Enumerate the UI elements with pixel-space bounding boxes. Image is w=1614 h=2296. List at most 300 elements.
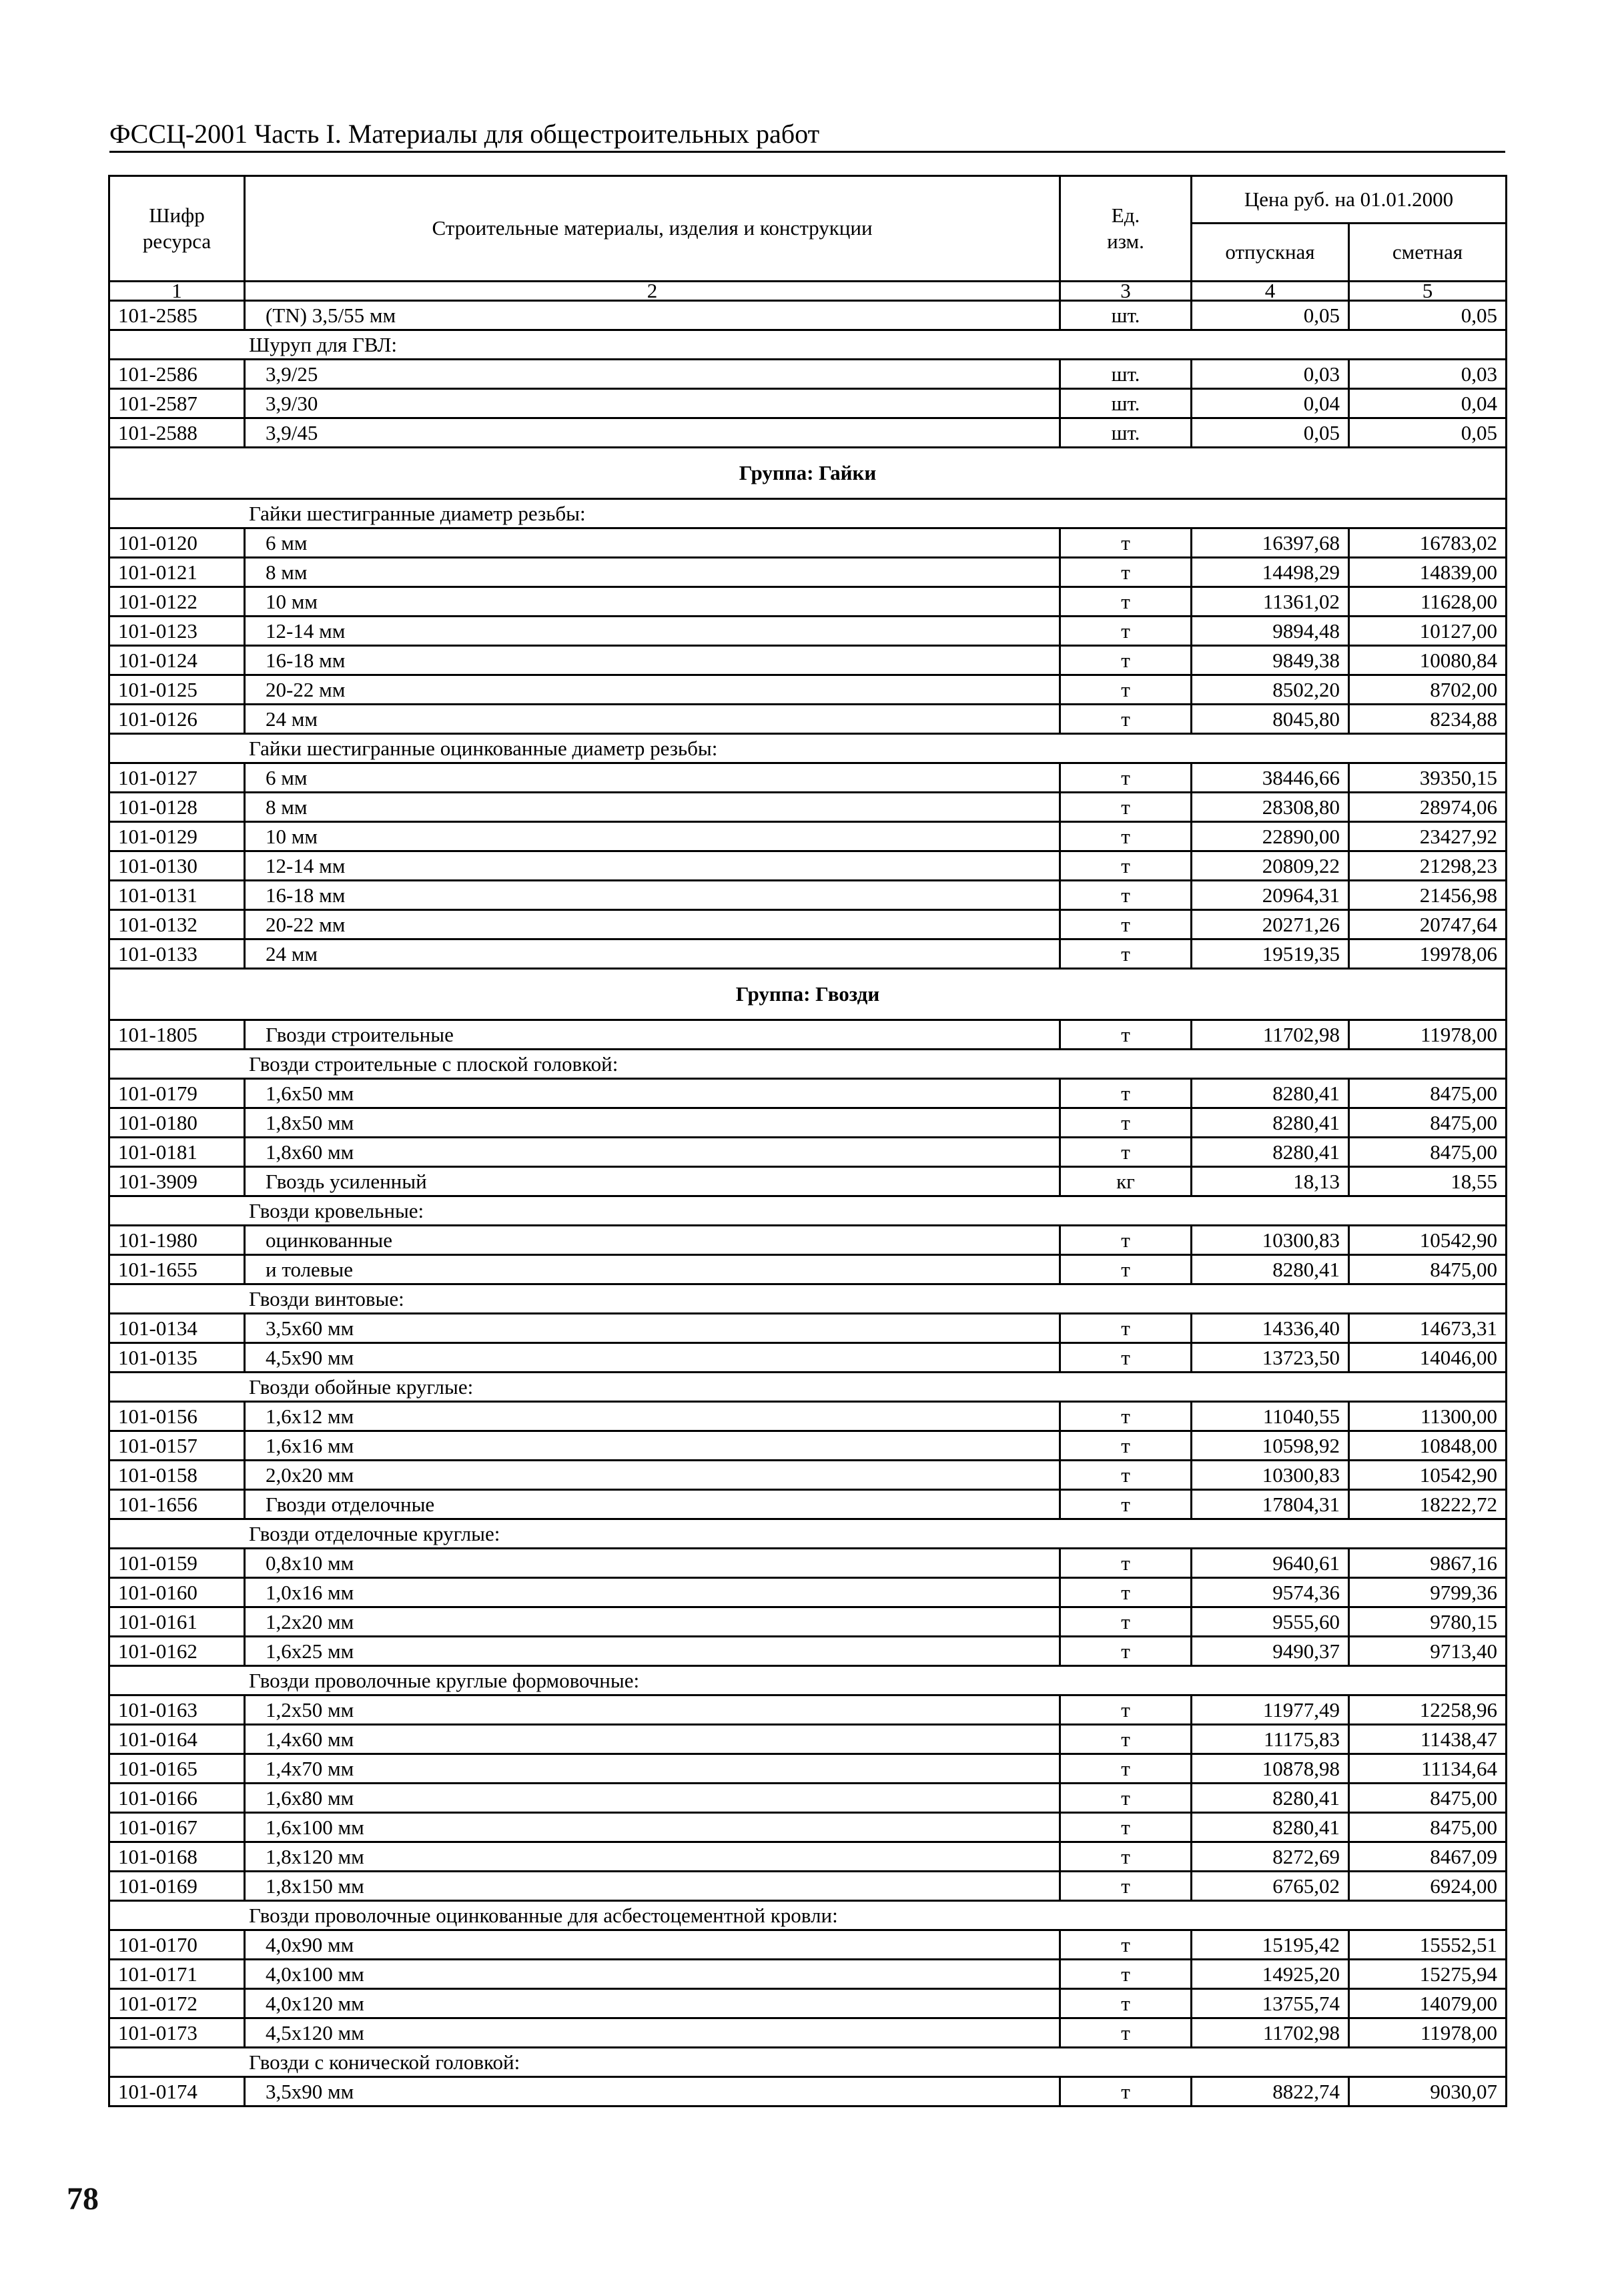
estimate-price: 9780,15: [1349, 1607, 1507, 1637]
material-name: Гвозди отделочные: [245, 1490, 1060, 1519]
subgroup-row: [109, 734, 1507, 763]
subgroup-title: Шуруп для ГВЛ:: [109, 330, 1507, 360]
resource-code: 101-0127: [109, 763, 245, 793]
unit-of-measure: шт.: [1060, 301, 1192, 330]
table-row: [109, 939, 1507, 969]
resource-code: 101-0165: [109, 1754, 245, 1784]
table-row: [109, 389, 1507, 418]
estimate-price: 8475,00: [1349, 1108, 1507, 1138]
subgroup-title: Гвозди винтовые:: [109, 1284, 1507, 1314]
estimate-price: 6924,00: [1349, 1872, 1507, 1901]
estimate-price: 21298,23: [1349, 851, 1507, 881]
release-price: 11702,98: [1192, 1020, 1349, 1050]
resource-code: 101-2585: [109, 301, 245, 330]
release-price: 9849,38: [1192, 646, 1349, 675]
unit-of-measure: т: [1060, 617, 1192, 646]
estimate-price: 12258,96: [1349, 1695, 1507, 1725]
material-name: 16-18 мм: [245, 646, 1060, 675]
estimate-price: 18222,72: [1349, 1490, 1507, 1519]
release-price: 15195,42: [1192, 1930, 1349, 1960]
table-row: [109, 2077, 1507, 2107]
release-price: 11702,98: [1192, 2018, 1349, 2048]
resource-code: 101-2587: [109, 389, 245, 418]
table-row: [109, 1167, 1507, 1196]
unit-of-measure: т: [1060, 675, 1192, 705]
unit-of-measure: т: [1060, 881, 1192, 910]
table-row: [109, 1754, 1507, 1784]
estimate-price: 0,03: [1349, 360, 1507, 389]
estimate-price: 11300,00: [1349, 1402, 1507, 1431]
material-name: 4,0х90 мм: [245, 1930, 1060, 1960]
table-row: [109, 793, 1507, 822]
unit-of-measure: т: [1060, 822, 1192, 851]
resource-code: 101-0156: [109, 1402, 245, 1431]
material-name: 1,6х50 мм: [245, 1079, 1060, 1108]
resource-code: 101-0133: [109, 939, 245, 969]
unit-of-measure: т: [1060, 528, 1192, 558]
resource-code: 101-2588: [109, 418, 245, 448]
subgroup-row: [109, 1373, 1507, 1402]
table-row: [109, 1079, 1507, 1108]
estimate-price: 10848,00: [1349, 1431, 1507, 1461]
material-name: 10 мм: [245, 587, 1060, 617]
estimate-price: 11438,47: [1349, 1725, 1507, 1754]
estimate-price: 8475,00: [1349, 1813, 1507, 1842]
release-price: 11361,02: [1192, 587, 1349, 617]
release-price: 19519,35: [1192, 939, 1349, 969]
running-head-title: ФССЦ-2001 Часть I. Материалы для общестроительных работ: [109, 116, 1505, 153]
table-row: [109, 1402, 1507, 1431]
subgroup-row: [109, 1284, 1507, 1314]
resource-code: 101-0121: [109, 558, 245, 587]
unit-of-measure: кг: [1060, 1167, 1192, 1196]
material-name: 12-14 мм: [245, 851, 1060, 881]
unit-of-measure: т: [1060, 793, 1192, 822]
release-price: 8822,74: [1192, 2077, 1349, 2107]
material-name: 2,0х20 мм: [245, 1461, 1060, 1490]
estimate-price: 8475,00: [1349, 1784, 1507, 1813]
estimate-price: 9867,16: [1349, 1549, 1507, 1578]
release-price: 8272,69: [1192, 1842, 1349, 1872]
resource-code: 101-0157: [109, 1431, 245, 1461]
material-name: 6 мм: [245, 763, 1060, 793]
table-row: [109, 1255, 1507, 1284]
unit-of-measure: т: [1060, 1725, 1192, 1754]
unit-of-measure: т: [1060, 1960, 1192, 1989]
unit-of-measure: шт.: [1060, 418, 1192, 448]
group-title: Группа: Гайки: [109, 448, 1507, 499]
release-price: 10878,98: [1192, 1754, 1349, 1784]
table-row: [109, 528, 1507, 558]
table-row: [109, 301, 1507, 330]
group-row: [109, 448, 1507, 499]
resource-code: 101-0159: [109, 1549, 245, 1578]
release-price: 0,04: [1192, 389, 1349, 418]
release-price: 9555,60: [1192, 1607, 1349, 1637]
table-row: [109, 1343, 1507, 1373]
unit-of-measure: т: [1060, 1930, 1192, 1960]
material-name: 4,5х120 мм: [245, 2018, 1060, 2048]
estimate-price: 14079,00: [1349, 1989, 1507, 2018]
material-name: 20-22 мм: [245, 910, 1060, 939]
estimate-price: 10127,00: [1349, 617, 1507, 646]
resource-code: 101-0167: [109, 1813, 245, 1842]
release-price: 14925,20: [1192, 1960, 1349, 1989]
table-row: [109, 1314, 1507, 1343]
estimate-price: 9713,40: [1349, 1637, 1507, 1666]
column-number: 5: [1349, 282, 1507, 301]
release-price: 8280,41: [1192, 1784, 1349, 1813]
header-release-price: отпускная: [1192, 224, 1349, 282]
table-row: [109, 1578, 1507, 1607]
material-name: Гвоздь усиленный: [245, 1167, 1060, 1196]
release-price: 20964,31: [1192, 881, 1349, 910]
estimate-price: 8234,88: [1349, 705, 1507, 734]
estimate-price: 0,04: [1349, 389, 1507, 418]
material-name: 0,8х10 мм: [245, 1549, 1060, 1578]
material-name: 1,6х12 мм: [245, 1402, 1060, 1431]
unit-of-measure: т: [1060, 1637, 1192, 1666]
release-price: 8280,41: [1192, 1108, 1349, 1138]
resource-code: 101-0135: [109, 1343, 245, 1373]
header-estimate-price: сметная: [1349, 224, 1507, 282]
material-name: 1,2х20 мм: [245, 1607, 1060, 1637]
table-row: [109, 1842, 1507, 1872]
material-name: 1,6х16 мм: [245, 1431, 1060, 1461]
material-name: 1,2х50 мм: [245, 1695, 1060, 1725]
unit-of-measure: т: [1060, 1549, 1192, 1578]
table-row: [109, 1226, 1507, 1255]
table-row: [109, 1431, 1507, 1461]
subgroup-title: Гвозди проволочные оцинкованные для асбестоцементной кровли:: [109, 1901, 1507, 1930]
estimate-price: 28974,06: [1349, 793, 1507, 822]
column-number: 4: [1192, 282, 1349, 301]
subgroup-title: Гвозди проволочные круглые формовочные:: [109, 1666, 1507, 1695]
resource-code: 101-0169: [109, 1872, 245, 1901]
release-price: 11175,83: [1192, 1725, 1349, 1754]
unit-of-measure: т: [1060, 1872, 1192, 1901]
table-row: [109, 1607, 1507, 1637]
subgroup-title: Гвозди с конической головкой:: [109, 2048, 1507, 2077]
resource-code: 101-0126: [109, 705, 245, 734]
release-price: 14336,40: [1192, 1314, 1349, 1343]
material-name: 1,6х100 мм: [245, 1813, 1060, 1842]
unit-of-measure: т: [1060, 1784, 1192, 1813]
release-price: 8280,41: [1192, 1138, 1349, 1167]
release-price: 20271,26: [1192, 910, 1349, 939]
resource-code: 101-0163: [109, 1695, 245, 1725]
resource-code: 101-0171: [109, 1960, 245, 1989]
group-title: Группа: Гвозди: [109, 969, 1507, 1020]
estimate-price: 10542,90: [1349, 1461, 1507, 1490]
table-row: [109, 881, 1507, 910]
release-price: 9490,37: [1192, 1637, 1349, 1666]
unit-of-measure: т: [1060, 1578, 1192, 1607]
resource-code: 101-0122: [109, 587, 245, 617]
resource-code: 101-0174: [109, 2077, 245, 2107]
resource-code: 101-0160: [109, 1578, 245, 1607]
release-price: 10300,83: [1192, 1461, 1349, 1490]
subgroup-row: [109, 2048, 1507, 2077]
unit-of-measure: т: [1060, 910, 1192, 939]
material-name: 3,9/25: [245, 360, 1060, 389]
resource-code: 101-0172: [109, 1989, 245, 2018]
release-price: 6765,02: [1192, 1872, 1349, 1901]
table-row: [109, 675, 1507, 705]
estimate-price: 11628,00: [1349, 587, 1507, 617]
column-number: 3: [1060, 282, 1192, 301]
release-price: 28308,80: [1192, 793, 1349, 822]
material-name: 1,8х150 мм: [245, 1872, 1060, 1901]
resource-code: 101-0131: [109, 881, 245, 910]
header-price-group: Цена руб. на 01.01.2000: [1192, 176, 1507, 224]
estimate-price: 14046,00: [1349, 1343, 1507, 1373]
estimate-price: 18,55: [1349, 1167, 1507, 1196]
unit-of-measure: т: [1060, 1138, 1192, 1167]
material-name: 3,9/30: [245, 389, 1060, 418]
release-price: 8280,41: [1192, 1079, 1349, 1108]
column-number: 2: [245, 282, 1060, 301]
table-body: [109, 301, 1507, 2107]
material-name: Гвозди строительные: [245, 1020, 1060, 1050]
subgroup-title: Гайки шестигранные оцинкованные диаметр резьбы:: [109, 734, 1507, 763]
resource-code: 101-0164: [109, 1725, 245, 1754]
material-name: 1,6х25 мм: [245, 1637, 1060, 1666]
table-row: [109, 2018, 1507, 2048]
header-name: Строительные материалы, изделия и конструкции: [245, 176, 1060, 282]
release-price: 13723,50: [1192, 1343, 1349, 1373]
table-row: [109, 705, 1507, 734]
resource-code: 101-0173: [109, 2018, 245, 2048]
estimate-price: 39350,15: [1349, 763, 1507, 793]
resource-code: 101-0180: [109, 1108, 245, 1138]
table-row: [109, 763, 1507, 793]
table-row: [109, 910, 1507, 939]
table-row: [109, 1461, 1507, 1490]
subgroup-row: [109, 1196, 1507, 1226]
release-price: 9640,61: [1192, 1549, 1349, 1578]
unit-of-measure: т: [1060, 1079, 1192, 1108]
estimate-price: 23427,92: [1349, 822, 1507, 851]
release-price: 0,05: [1192, 301, 1349, 330]
table-row: [109, 1020, 1507, 1050]
unit-of-measure: т: [1060, 1431, 1192, 1461]
resource-code: 101-0128: [109, 793, 245, 822]
estimate-price: 16783,02: [1349, 528, 1507, 558]
estimate-price: 8475,00: [1349, 1079, 1507, 1108]
release-price: 8045,80: [1192, 705, 1349, 734]
material-name: (TN) 3,5/55 мм: [245, 301, 1060, 330]
estimate-price: 8475,00: [1349, 1138, 1507, 1167]
estimate-price: 9030,07: [1349, 2077, 1507, 2107]
table-row: [109, 1637, 1507, 1666]
table-row: [109, 1138, 1507, 1167]
unit-of-measure: т: [1060, 2077, 1192, 2107]
resource-code: 101-0132: [109, 910, 245, 939]
estimate-price: 19978,06: [1349, 939, 1507, 969]
table-row: [109, 587, 1507, 617]
unit-of-measure: шт.: [1060, 389, 1192, 418]
subgroup-row: [109, 499, 1507, 528]
unit-of-measure: т: [1060, 763, 1192, 793]
release-price: 8502,20: [1192, 675, 1349, 705]
release-price: 38446,66: [1192, 763, 1349, 793]
material-name: 24 мм: [245, 939, 1060, 969]
table-row: [109, 851, 1507, 881]
material-name: 3,5х90 мм: [245, 2077, 1060, 2107]
table-row: [109, 1108, 1507, 1138]
material-name: 4,0х120 мм: [245, 1989, 1060, 2018]
subgroup-title: Гвозди обойные круглые:: [109, 1373, 1507, 1402]
unit-of-measure: т: [1060, 558, 1192, 587]
table-row: [109, 1784, 1507, 1813]
resource-code: 101-0168: [109, 1842, 245, 1872]
release-price: 10300,83: [1192, 1226, 1349, 1255]
table-row: [109, 1960, 1507, 1989]
unit-of-measure: т: [1060, 1461, 1192, 1490]
estimate-price: 9799,36: [1349, 1578, 1507, 1607]
material-name: 12-14 мм: [245, 617, 1060, 646]
unit-of-measure: т: [1060, 646, 1192, 675]
release-price: 18,13: [1192, 1167, 1349, 1196]
subgroup-title: Гвозди строительные с плоской головкой:: [109, 1050, 1507, 1079]
material-name: 3,9/45: [245, 418, 1060, 448]
release-price: 17804,31: [1192, 1490, 1349, 1519]
release-price: 0,03: [1192, 360, 1349, 389]
release-price: 8280,41: [1192, 1255, 1349, 1284]
resource-code: 101-0162: [109, 1637, 245, 1666]
subgroup-row: [109, 1666, 1507, 1695]
resource-code: 101-0181: [109, 1138, 245, 1167]
unit-of-measure: т: [1060, 2018, 1192, 2048]
subgroup-row: [109, 1519, 1507, 1549]
table-row: [109, 1725, 1507, 1754]
estimate-price: 14673,31: [1349, 1314, 1507, 1343]
resource-code: 101-1805: [109, 1020, 245, 1050]
price-table: [108, 175, 1507, 2107]
unit-of-measure: т: [1060, 1226, 1192, 1255]
unit-of-measure: т: [1060, 1607, 1192, 1637]
unit-of-measure: т: [1060, 851, 1192, 881]
table-row: [109, 1989, 1507, 2018]
table-row: [109, 617, 1507, 646]
group-row: [109, 969, 1507, 1020]
material-name: 10 мм: [245, 822, 1060, 851]
estimate-price: 15275,94: [1349, 1960, 1507, 1989]
unit-of-measure: т: [1060, 1754, 1192, 1784]
release-price: 16397,68: [1192, 528, 1349, 558]
material-name: 16-18 мм: [245, 881, 1060, 910]
table-row: [109, 646, 1507, 675]
material-name: 6 мм: [245, 528, 1060, 558]
estimate-price: 11978,00: [1349, 2018, 1507, 2048]
resource-code: 101-1656: [109, 1490, 245, 1519]
material-name: оцинкованные: [245, 1226, 1060, 1255]
table-row: [109, 558, 1507, 587]
resource-code: 101-1980: [109, 1226, 245, 1255]
unit-of-measure: т: [1060, 1108, 1192, 1138]
table-row: [109, 418, 1507, 448]
material-name: 24 мм: [245, 705, 1060, 734]
header-code: Шифр ресурса: [109, 176, 245, 282]
estimate-price: 21456,98: [1349, 881, 1507, 910]
resource-code: 101-0166: [109, 1784, 245, 1813]
column-number-row: [109, 282, 1507, 301]
table-row: [109, 1549, 1507, 1578]
unit-of-measure: т: [1060, 1343, 1192, 1373]
release-price: 13755,74: [1192, 1989, 1349, 2018]
material-name: 1,0х16 мм: [245, 1578, 1060, 1607]
estimate-price: 10542,90: [1349, 1226, 1507, 1255]
estimate-price: 10080,84: [1349, 646, 1507, 675]
material-name: 1,8х120 мм: [245, 1842, 1060, 1872]
table-row: [109, 1695, 1507, 1725]
unit-of-measure: т: [1060, 1255, 1192, 1284]
estimate-price: 11978,00: [1349, 1020, 1507, 1050]
material-name: 3,5х60 мм: [245, 1314, 1060, 1343]
estimate-price: 8467,09: [1349, 1842, 1507, 1872]
material-name: 8 мм: [245, 793, 1060, 822]
resource-code: 101-0125: [109, 675, 245, 705]
release-price: 9574,36: [1192, 1578, 1349, 1607]
header-unit: Ед. изм.: [1060, 176, 1192, 282]
unit-of-measure: т: [1060, 939, 1192, 969]
table-row: [109, 360, 1507, 389]
unit-of-measure: т: [1060, 1813, 1192, 1842]
estimate-price: 11134,64: [1349, 1754, 1507, 1784]
resource-code: 101-0123: [109, 617, 245, 646]
release-price: 11040,55: [1192, 1402, 1349, 1431]
material-name: 1,8х60 мм: [245, 1138, 1060, 1167]
unit-of-measure: т: [1060, 1695, 1192, 1725]
table-row: [109, 1930, 1507, 1960]
resource-code: 101-0179: [109, 1079, 245, 1108]
unit-of-measure: шт.: [1060, 360, 1192, 389]
estimate-price: 14839,00: [1349, 558, 1507, 587]
release-price: 9894,48: [1192, 617, 1349, 646]
release-price: 20809,22: [1192, 851, 1349, 881]
unit-of-measure: т: [1060, 1020, 1192, 1050]
subgroup-row: [109, 1050, 1507, 1079]
resource-code: 101-0158: [109, 1461, 245, 1490]
table-row: [109, 1490, 1507, 1519]
material-name: 1,4х70 мм: [245, 1754, 1060, 1784]
table-row: [109, 1872, 1507, 1901]
subgroup-row: [109, 1901, 1507, 1930]
estimate-price: 8702,00: [1349, 675, 1507, 705]
material-name: 8 мм: [245, 558, 1060, 587]
resource-code: 101-0134: [109, 1314, 245, 1343]
estimate-price: 15552,51: [1349, 1930, 1507, 1960]
release-price: 8280,41: [1192, 1813, 1349, 1842]
unit-of-measure: т: [1060, 1842, 1192, 1872]
subgroup-title: Гвозди кровельные:: [109, 1196, 1507, 1226]
estimate-price: 0,05: [1349, 301, 1507, 330]
estimate-price: 0,05: [1349, 418, 1507, 448]
material-name: 4,5х90 мм: [245, 1343, 1060, 1373]
resource-code: 101-3909: [109, 1167, 245, 1196]
material-name: 4,0х100 мм: [245, 1960, 1060, 1989]
release-price: 10598,92: [1192, 1431, 1349, 1461]
unit-of-measure: т: [1060, 1314, 1192, 1343]
resource-code: 101-0170: [109, 1930, 245, 1960]
material-name: 1,8х50 мм: [245, 1108, 1060, 1138]
table-row: [109, 822, 1507, 851]
resource-code: 101-0129: [109, 822, 245, 851]
estimate-price: 20747,64: [1349, 910, 1507, 939]
unit-of-measure: т: [1060, 1490, 1192, 1519]
resource-code: 101-0161: [109, 1607, 245, 1637]
